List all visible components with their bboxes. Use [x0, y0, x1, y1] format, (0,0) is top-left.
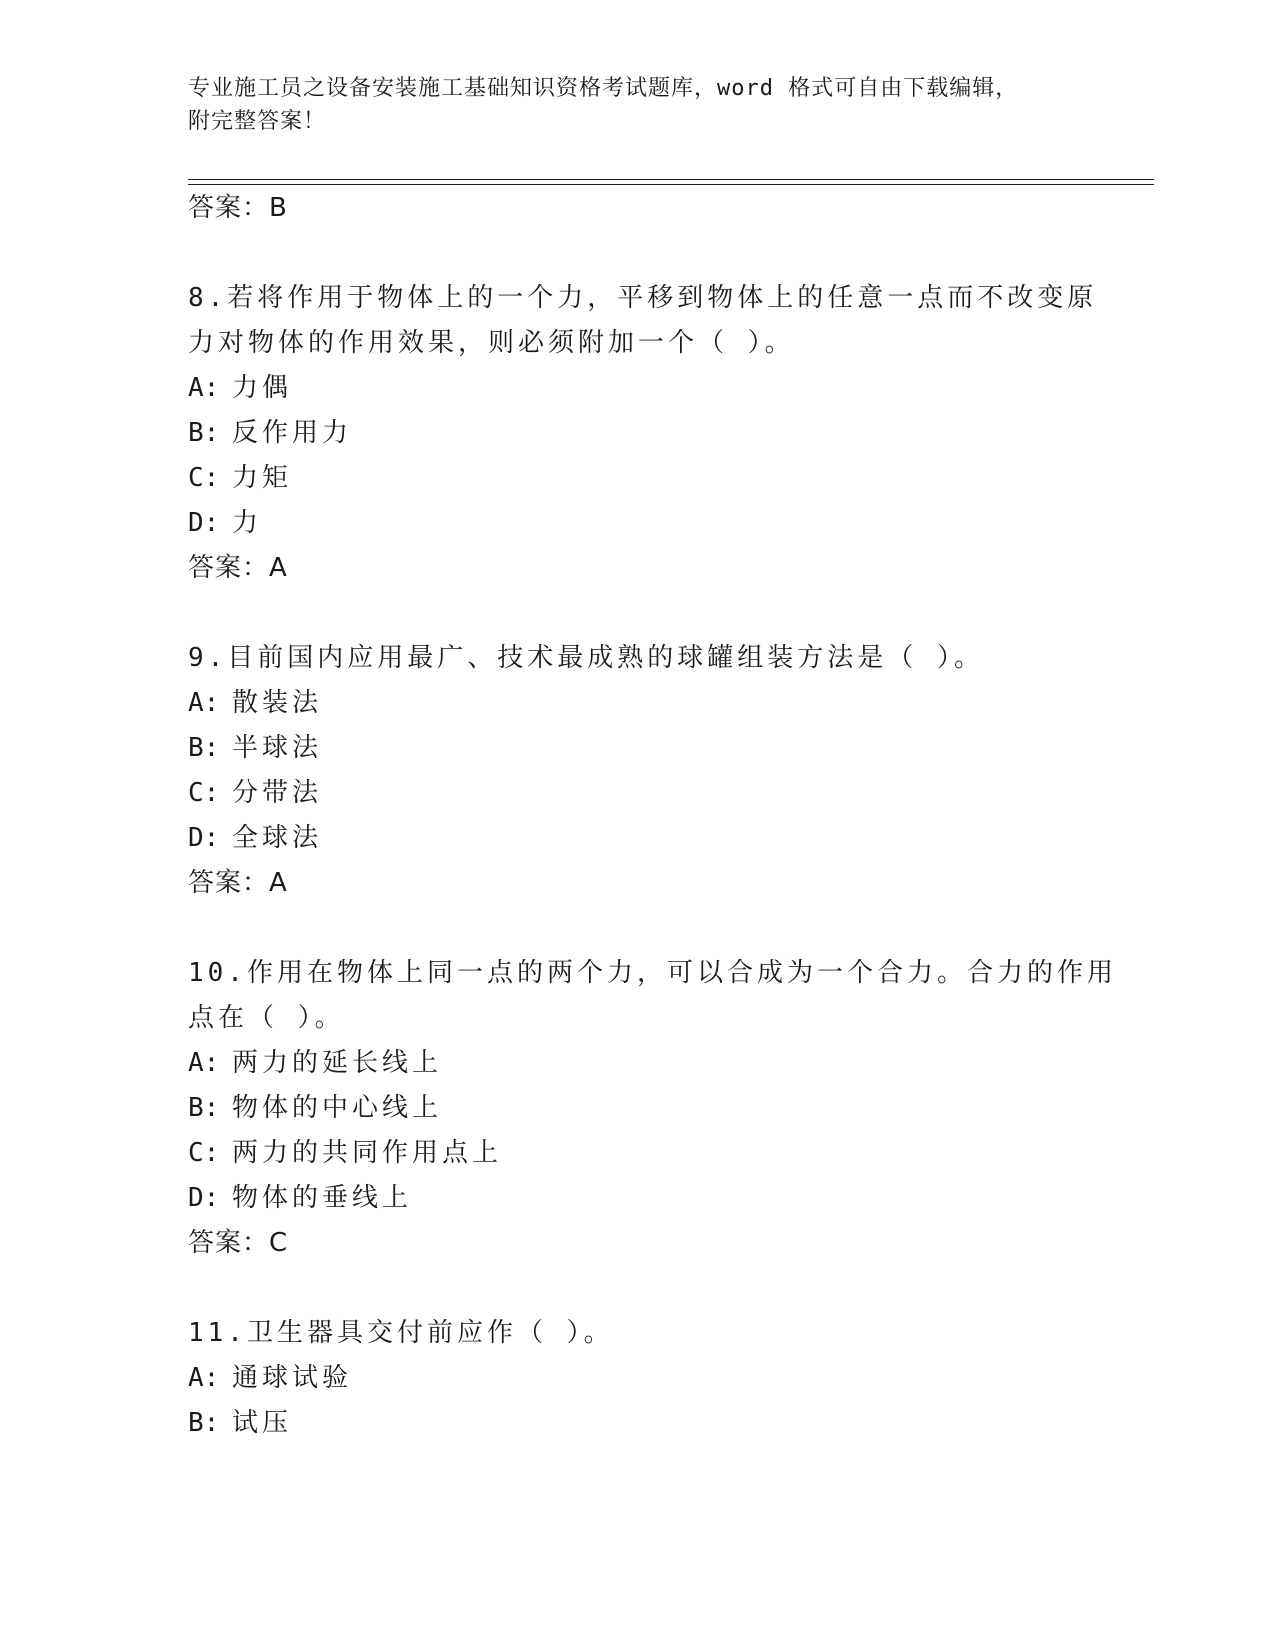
- option-text: 力: [232, 508, 263, 538]
- question-8-stem-line-1: 8.若将作用于物体上的一个力，平移到物体上的任意一点而不改变原: [188, 283, 1098, 313]
- option-text: 两力的延长线上: [232, 1048, 443, 1078]
- question-10-option-d: [188, 1180, 412, 1216]
- option-key: A:: [188, 373, 220, 403]
- option-key: B:: [188, 1093, 220, 1123]
- option-key: D:: [188, 508, 220, 538]
- question-8-option-a: [188, 370, 292, 406]
- option-text: 通球试验: [232, 1363, 353, 1393]
- question-10-option-b: [188, 1090, 442, 1126]
- question-8-option-b: [188, 415, 352, 451]
- option-key: B:: [188, 1408, 220, 1438]
- question-10-stem-line-2: 点在（ ）。: [188, 1003, 345, 1033]
- option-text: 散装法: [232, 688, 323, 718]
- option-text: 两力的共同作用点上: [232, 1138, 503, 1168]
- question-9-stem-line-1: 9.目前国内应用最广、技术最成熟的球罐组装方法是（ ）。: [188, 643, 984, 673]
- question-11-stem-line-1: 11.卫生器具交付前应作（ ）。: [188, 1318, 614, 1348]
- header-line-1: 专业施工员之设备安装施工基础知识资格考试题库，word 格式可自由下载编辑，: [188, 76, 1019, 101]
- previous-answer: 答案：B: [188, 193, 288, 223]
- option-key: C:: [188, 1138, 220, 1168]
- question-11-option-a: [188, 1360, 352, 1396]
- option-text: 反作用力: [232, 418, 353, 448]
- question-8-stem-line-2: 力对物体的作用效果，则必须附加一个（ ）。: [188, 328, 795, 358]
- option-key: A:: [188, 1048, 220, 1078]
- option-text: 物体的垂线上: [232, 1183, 413, 1213]
- question-9-answer: 答案：A: [188, 868, 288, 898]
- option-key: D:: [188, 1183, 220, 1213]
- question-8-answer: 答案：A: [188, 553, 288, 583]
- header-line-2: 附完整答案！: [188, 109, 327, 134]
- header-divider-top: [188, 179, 1154, 180]
- question-9-option-b: [188, 730, 322, 766]
- document-header: [188, 72, 1068, 138]
- option-key: A:: [188, 1363, 220, 1393]
- option-text: 力矩: [232, 463, 293, 493]
- question-9-option-a: [188, 685, 322, 721]
- option-key: D:: [188, 823, 220, 853]
- question-9-option-c: [188, 775, 322, 811]
- question-8-option-c: [188, 460, 292, 496]
- option-key: C:: [188, 778, 220, 808]
- question-10-answer: 答案：C: [188, 1228, 289, 1258]
- header-divider-bottom: [188, 184, 1154, 185]
- question-10-option-a: [188, 1045, 442, 1081]
- option-text: 物体的中心线上: [232, 1093, 443, 1123]
- option-text: 力偶: [232, 373, 293, 403]
- question-9-option-d: [188, 820, 322, 856]
- option-text: 半球法: [232, 733, 323, 763]
- option-key: C:: [188, 463, 220, 493]
- option-text: 试压: [232, 1408, 293, 1438]
- question-10-stem-line-1: 10.作用在物体上同一点的两个力，可以合成为一个合力。合力的作用: [188, 958, 1117, 988]
- option-text: 全球法: [232, 823, 323, 853]
- option-key: B:: [188, 733, 220, 763]
- option-key: A:: [188, 688, 220, 718]
- question-10-option-c: [188, 1135, 502, 1171]
- question-11-option-b: [188, 1405, 292, 1441]
- question-8-option-d: [188, 505, 262, 541]
- option-key: B:: [188, 418, 220, 448]
- option-text: 分带法: [232, 778, 323, 808]
